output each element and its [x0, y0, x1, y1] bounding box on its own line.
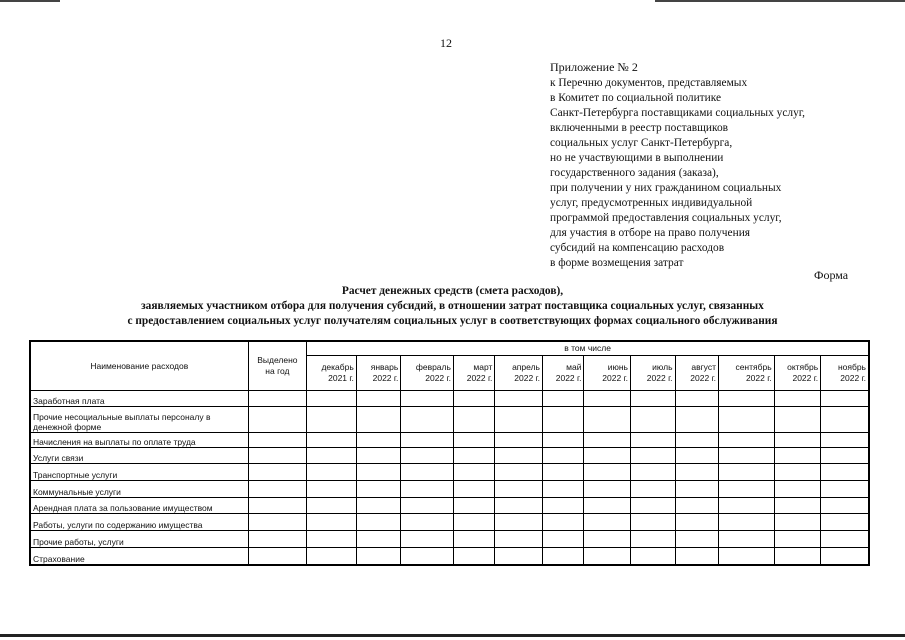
monthly-amount-cell[interactable] — [307, 514, 357, 531]
month-name: август — [691, 361, 716, 372]
monthly-amount-cell[interactable] — [495, 391, 543, 407]
monthly-amount-cell[interactable] — [356, 433, 401, 448]
monthly-amount-cell[interactable] — [453, 514, 494, 531]
monthly-amount-cell[interactable] — [675, 548, 719, 565]
monthly-amount-cell[interactable] — [495, 514, 543, 531]
expense-item-label: Услуги связи — [31, 448, 249, 464]
monthly-amount-cell[interactable] — [719, 481, 775, 498]
monthly-amount-cell[interactable] — [401, 548, 454, 565]
monthly-amount-cell[interactable] — [719, 548, 775, 565]
table-row — [31, 464, 869, 481]
appendix-line: для участия в отборе на право получения — [550, 227, 751, 239]
monthly-amount-cell[interactable] — [821, 481, 869, 498]
monthly-amount-cell[interactable] — [630, 514, 675, 531]
appendix-line: в Комитет по социальной политике — [550, 92, 722, 104]
monthly-amount-cell[interactable] — [719, 531, 775, 548]
header-month — [630, 355, 675, 390]
appendix-title: Приложение № 2 — [550, 60, 638, 74]
monthly-amount-cell[interactable] — [719, 464, 775, 481]
monthly-amount-cell[interactable] — [401, 448, 454, 464]
monthly-amount-cell[interactable] — [401, 481, 454, 498]
month-year: 2022 г. — [425, 372, 451, 383]
monthly-amount-cell[interactable] — [453, 548, 494, 565]
monthly-amount-cell[interactable] — [630, 448, 675, 464]
monthly-amount-cell[interactable] — [542, 464, 583, 481]
monthly-amount-cell[interactable] — [401, 498, 454, 514]
monthly-amount-cell[interactable] — [401, 531, 454, 548]
header-month — [774, 355, 821, 390]
scan-edge-top-right — [655, 0, 905, 2]
header-month — [719, 355, 775, 390]
monthly-amount-cell[interactable] — [719, 407, 775, 433]
monthly-amount-cell[interactable] — [584, 514, 631, 531]
monthly-amount-cell[interactable] — [356, 481, 401, 498]
annual-amount-cell[interactable] — [248, 433, 307, 448]
monthly-amount-cell[interactable] — [584, 464, 631, 481]
monthly-amount-cell[interactable] — [307, 464, 357, 481]
monthly-amount-cell[interactable] — [630, 391, 675, 407]
monthly-amount-cell[interactable] — [821, 498, 869, 514]
monthly-amount-cell[interactable] — [630, 498, 675, 514]
expense-estimate-table — [30, 341, 869, 565]
monthly-amount-cell[interactable] — [356, 448, 401, 464]
monthly-amount-cell[interactable] — [675, 481, 719, 498]
month-name: май — [566, 361, 582, 372]
header-month — [356, 355, 401, 390]
appendix-line: в форме возмещения затрат — [550, 257, 684, 269]
table-row — [31, 531, 869, 548]
monthly-amount-cell[interactable] — [821, 391, 869, 407]
monthly-amount-cell[interactable] — [356, 498, 401, 514]
table-row — [31, 498, 869, 514]
monthly-amount-cell[interactable] — [630, 481, 675, 498]
monthly-amount-cell[interactable] — [356, 531, 401, 548]
table-row — [31, 407, 869, 433]
monthly-amount-cell[interactable] — [630, 433, 675, 448]
monthly-amount-cell[interactable] — [453, 448, 494, 464]
expense-rows — [31, 391, 869, 565]
monthly-amount-cell[interactable] — [495, 498, 543, 514]
monthly-amount-cell[interactable] — [675, 448, 719, 464]
month-name: ноябрь — [837, 361, 866, 372]
monthly-amount-cell[interactable] — [821, 448, 869, 464]
appendix-line: к Перечню документов, представляемых — [550, 77, 748, 89]
monthly-amount-cell[interactable] — [675, 464, 719, 481]
monthly-amount-cell[interactable] — [584, 433, 631, 448]
monthly-amount-cell[interactable] — [307, 481, 357, 498]
monthly-amount-cell[interactable] — [495, 433, 543, 448]
table-row — [31, 448, 869, 464]
monthly-amount-cell[interactable] — [495, 464, 543, 481]
monthly-amount-cell[interactable] — [401, 433, 454, 448]
monthly-amount-cell[interactable] — [774, 407, 821, 433]
appendix-line: но не участвующими в выполнении — [550, 152, 724, 164]
monthly-amount-cell[interactable] — [584, 481, 631, 498]
monthly-amount-cell[interactable] — [542, 448, 583, 464]
monthly-amount-cell[interactable] — [495, 481, 543, 498]
monthly-amount-cell[interactable] — [719, 433, 775, 448]
appendix-line: социальных услуг Санкт-Петербурга, — [550, 137, 733, 149]
header-month — [821, 355, 869, 390]
month-name: июль — [652, 361, 673, 372]
month-name: февраль — [415, 361, 451, 372]
header-including: в том числе — [307, 342, 869, 356]
monthly-amount-cell[interactable] — [307, 548, 357, 565]
monthly-amount-cell[interactable] — [542, 481, 583, 498]
header-month — [584, 355, 631, 390]
monthly-amount-cell[interactable] — [774, 464, 821, 481]
expense-item-label: Транспортные услуги — [31, 464, 249, 481]
month-year: 2022 г. — [466, 372, 493, 383]
annual-amount-cell[interactable] — [248, 548, 307, 565]
monthly-amount-cell[interactable] — [774, 448, 821, 464]
monthly-amount-cell[interactable] — [584, 548, 631, 565]
monthly-amount-cell[interactable] — [453, 531, 494, 548]
monthly-amount-cell[interactable] — [821, 433, 869, 448]
month-name: январь — [370, 361, 399, 372]
form-label: Форма — [814, 268, 849, 282]
monthly-amount-cell[interactable] — [719, 498, 775, 514]
monthly-amount-cell[interactable] — [356, 464, 401, 481]
page-number: 12 — [440, 36, 452, 50]
header-month — [675, 355, 719, 390]
header-month — [307, 355, 357, 390]
header-annual-total — [248, 342, 307, 391]
monthly-amount-cell[interactable] — [675, 498, 719, 514]
month-name: декабрь — [321, 361, 354, 372]
monthly-amount-cell[interactable] — [675, 514, 719, 531]
monthly-amount-cell[interactable] — [307, 391, 357, 407]
scan-edge-top-left — [0, 0, 60, 2]
monthly-amount-cell[interactable] — [675, 531, 719, 548]
month-year: 2022 г. — [690, 372, 716, 383]
monthly-amount-cell[interactable] — [630, 407, 675, 433]
month-year: 2022 г. — [745, 372, 772, 383]
document-title: Расчет денежных средств (смета расходов), — [341, 285, 564, 297]
monthly-amount-cell[interactable] — [401, 464, 454, 481]
monthly-amount-cell[interactable] — [542, 531, 583, 548]
monthly-amount-cell[interactable] — [495, 548, 543, 565]
expense-item-label: Работы, услуги по содержанию имущества — [31, 514, 249, 531]
month-year: 2022 г. — [514, 372, 540, 383]
monthly-amount-cell[interactable] — [584, 391, 631, 407]
monthly-amount-cell[interactable] — [774, 531, 821, 548]
monthly-amount-cell[interactable] — [774, 498, 821, 514]
table-row — [31, 514, 869, 531]
table-row — [31, 548, 869, 565]
annual-amount-cell[interactable] — [248, 464, 307, 481]
monthly-amount-cell[interactable] — [774, 514, 821, 531]
monthly-amount-cell[interactable] — [401, 514, 454, 531]
appendix-line: при получении у них гражданином социальных — [550, 182, 782, 194]
expense-item-label: Арендная плата за пользование имуществом — [31, 498, 249, 514]
document-subtitle-line-2: с предоставлением социальных услуг получателям социальных услуг в соответствующих формах социального обслуживания — [127, 315, 778, 327]
monthly-amount-cell[interactable] — [821, 531, 869, 548]
monthly-amount-cell[interactable] — [453, 407, 494, 433]
expense-item-label: Начисления на выплаты по оплате труда — [31, 433, 249, 448]
monthly-amount-cell[interactable] — [584, 448, 631, 464]
month-year: 2022 г. — [792, 372, 819, 383]
monthly-amount-cell[interactable] — [542, 548, 583, 565]
expense-item-label: Заработная плата — [31, 391, 249, 407]
header-month — [542, 355, 583, 390]
monthly-amount-cell[interactable] — [356, 391, 401, 407]
monthly-amount-cell[interactable] — [495, 531, 543, 548]
header-annual-total-line-2: на год — [265, 366, 290, 376]
monthly-amount-cell[interactable] — [719, 514, 775, 531]
header-expense-name: Наименование расходов — [31, 342, 249, 391]
appendix-line: программой предоставления социальных услуг, — [550, 212, 782, 224]
expense-item-label: Страхование — [31, 548, 249, 565]
expense-item-label: Прочие несоциальные выплаты персоналу в денежной форме — [31, 407, 249, 433]
month-year: 2022 г. — [555, 372, 582, 383]
appendix-line: государственного задания (заказа), — [550, 167, 719, 179]
annual-amount-cell[interactable] — [248, 448, 307, 464]
expense-item-label: Прочие работы, услуги — [31, 531, 249, 548]
month-year: 2021 г. — [328, 372, 354, 383]
appendix-line: Санкт-Петербурга поставщиками социальных услуг, — [550, 107, 805, 119]
monthly-amount-cell[interactable] — [307, 498, 357, 514]
monthly-amount-cell[interactable] — [401, 391, 454, 407]
monthly-amount-cell[interactable] — [584, 531, 631, 548]
monthly-amount-cell[interactable] — [584, 407, 631, 433]
monthly-amount-cell[interactable] — [401, 407, 454, 433]
monthly-amount-cell[interactable] — [307, 531, 357, 548]
monthly-amount-cell[interactable] — [675, 391, 719, 407]
monthly-amount-cell[interactable] — [675, 407, 719, 433]
appendix-line: услуг, предусмотренных индивидуальной — [550, 197, 753, 209]
annual-amount-cell[interactable] — [248, 531, 307, 548]
monthly-amount-cell[interactable] — [675, 433, 719, 448]
month-name: октябрь — [787, 361, 819, 372]
monthly-amount-cell[interactable] — [307, 448, 357, 464]
month-year: 2022 г. — [646, 372, 673, 383]
monthly-amount-cell[interactable] — [453, 391, 494, 407]
header-month — [453, 355, 494, 390]
monthly-amount-cell[interactable] — [774, 391, 821, 407]
monthly-amount-cell[interactable] — [495, 448, 543, 464]
monthly-amount-cell[interactable] — [719, 391, 775, 407]
monthly-amount-cell[interactable] — [542, 498, 583, 514]
monthly-amount-cell[interactable] — [356, 407, 401, 433]
document-subtitle-line-1: заявляемых участником отбора для получения субсидий, в отношении затрат поставщика социальных услуг, связанных — [141, 300, 764, 312]
month-name: март — [473, 361, 493, 372]
monthly-amount-cell[interactable] — [584, 498, 631, 514]
monthly-amount-cell[interactable] — [774, 433, 821, 448]
month-name: апрель — [512, 361, 540, 372]
annual-amount-cell[interactable] — [248, 481, 307, 498]
header-annual-total-line-1: Выделено — [257, 355, 298, 365]
annual-amount-cell[interactable] — [248, 498, 307, 514]
monthly-amount-cell[interactable] — [307, 407, 357, 433]
table-row — [31, 481, 869, 498]
header-month — [401, 355, 454, 390]
monthly-amount-cell[interactable] — [453, 464, 494, 481]
table-row — [31, 391, 869, 407]
monthly-amount-cell[interactable] — [307, 433, 357, 448]
table-row — [31, 433, 869, 448]
scan-edge-bottom — [0, 634, 905, 637]
annual-amount-cell[interactable] — [248, 514, 307, 531]
monthly-amount-cell[interactable] — [630, 531, 675, 548]
monthly-amount-cell[interactable] — [821, 514, 869, 531]
monthly-amount-cell[interactable] — [630, 464, 675, 481]
month-year: 2022 г. — [602, 372, 628, 383]
header-month — [495, 355, 543, 390]
appendix-line: субсидий на компенсацию расходов — [550, 242, 725, 254]
month-name: сентябрь — [735, 361, 772, 372]
monthly-amount-cell[interactable] — [821, 407, 869, 433]
monthly-amount-cell[interactable] — [774, 548, 821, 565]
appendix-line: включенными в реестр поставщиков — [550, 122, 729, 134]
month-name: июнь — [607, 361, 628, 372]
monthly-amount-cell[interactable] — [356, 548, 401, 565]
annual-amount-cell[interactable] — [248, 407, 307, 433]
month-year: 2022 г. — [372, 372, 399, 383]
monthly-amount-cell[interactable] — [542, 391, 583, 407]
monthly-amount-cell[interactable] — [630, 548, 675, 565]
appendix-block — [550, 60, 805, 271]
annual-amount-cell[interactable] — [248, 391, 307, 407]
monthly-amount-cell[interactable] — [453, 433, 494, 448]
monthly-amount-cell[interactable] — [821, 548, 869, 565]
monthly-amount-cell[interactable] — [542, 514, 583, 531]
month-year: 2022 г. — [840, 372, 866, 383]
monthly-amount-cell[interactable] — [821, 464, 869, 481]
monthly-amount-cell[interactable] — [774, 481, 821, 498]
monthly-amount-cell[interactable] — [542, 407, 583, 433]
monthly-amount-cell[interactable] — [356, 514, 401, 531]
monthly-amount-cell[interactable] — [719, 448, 775, 464]
expense-item-label: Коммунальные услуги — [31, 481, 249, 498]
monthly-amount-cell[interactable] — [542, 433, 583, 448]
monthly-amount-cell[interactable] — [453, 498, 494, 514]
monthly-amount-cell[interactable] — [495, 407, 543, 433]
monthly-amount-cell[interactable] — [453, 481, 494, 498]
